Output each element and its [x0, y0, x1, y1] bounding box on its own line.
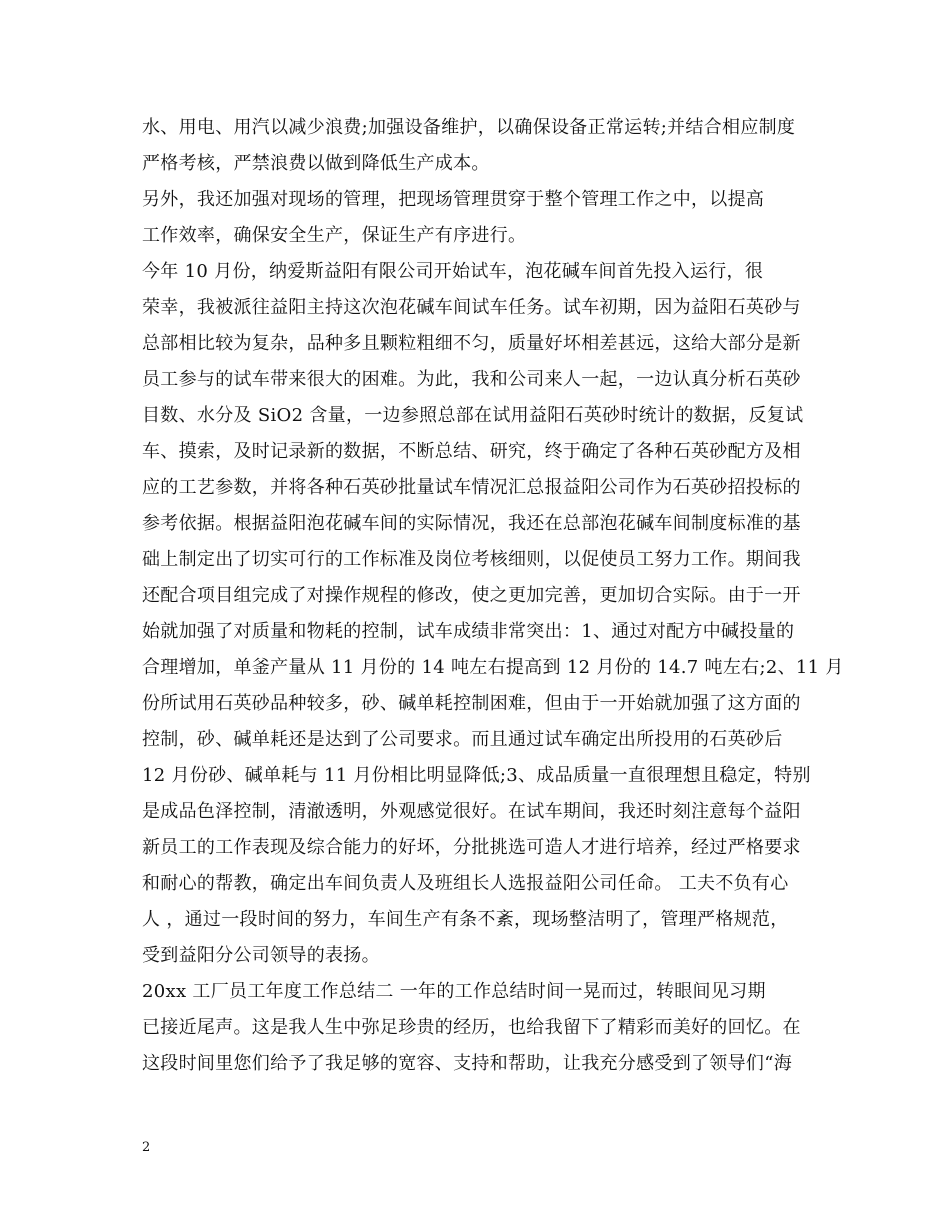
text-line: 已接近尾声。这是我人生中弥足珍贵的经历，也给我留下了精彩而美好的回忆。在: [142, 1017, 801, 1038]
text-line: 今年 10 月份，纳爱斯益阳有限公司开始试车，泡花碱车间首先投入运行，很: [142, 261, 764, 282]
text-line: 总部相比较为复杂，品种多且颗粒粗细不匀，质量好坏相差甚远，这给大部分是新: [142, 333, 801, 354]
text-line: 工作效率，确保安全生产，保证生产有序进行。: [142, 225, 527, 246]
text-line: 这段时间里您们给予了我足够的宽容、支持和帮助，让我充分感受到了领导们“海: [142, 1053, 792, 1074]
text-line: 目数、水分及 SiO2 含量，一边参照总部在试用益阳石英砂时统计的数据，反复试: [142, 405, 804, 426]
text-line: 严格考核，严禁浪费以做到降低生产成本。: [142, 153, 490, 174]
text-line: 和耐心的帮教，确定出车间负责人及班组长人选报益阳公司任命。 工夫不负有心: [142, 873, 789, 894]
text-line: 始就加强了对质量和物耗的控制，试车成绩非常突出：1、通过对配方中碱投量的: [142, 621, 795, 642]
text-line: 水、用电、用汽以减少浪费;加强设备维护，以确保设备正常运转;并结合相应制度: [142, 117, 796, 138]
text-line: 12 月份砂、碱单耗与 11 月份相比明显降低;3、成品质量一直很理想且稳定，特别: [142, 765, 811, 786]
text-line: 份所试用石英砂品种较多，砂、碱单耗控制困难，但由于一开始就加强了这方面的: [142, 693, 801, 714]
text-line: 还配合项目组完成了对操作规程的修改，使之更加完善，更加切合实际。由于一开: [142, 585, 801, 606]
page-number: 2: [142, 1140, 151, 1155]
text-line: 新员工的工作表现及综合能力的好坏，分批挑选可造人才进行培养，经过严格要求: [142, 837, 801, 858]
text-line: 合理增加，单釜产量从 11 月份的 14 吨左右提高到 12 月份的 14.7 吨左右;2、11 月: [142, 657, 844, 678]
section-heading-line: 20xx 工厂员工年度工作总结二 一年的工作总结时间一晃而过，转眼间见习期: [142, 981, 766, 1002]
text-line: 人 ，通过一段时间的努力，车间生产有条不紊，现场整洁明了，管理严格规范，: [142, 909, 789, 930]
text-line: 另外，我还加强对现场的管理，把现场管理贯穿于整个管理工作之中，以提高: [142, 189, 765, 210]
text-line: 车、摸索，及时记录新的数据，不断总结、研究，终于确定了各种石英砂配方及相: [142, 441, 801, 462]
text-line: 受到益阳分公司领导的表扬。: [142, 945, 380, 966]
text-line: 员工参与的试车带来很大的困难。为此，我和公司来人一起，一边认真分析石英砂: [142, 369, 801, 390]
text-line: 荣幸，我被派往益阳主持这次泡花碱车间试车任务。试车初期，因为益阳石英砂与: [142, 297, 801, 318]
text-line: 础上制定出了切实可行的工作标准及岗位考核细则，以促使员工努力工作。期间我: [142, 549, 801, 570]
text-line: 应的工艺参数，并将各种石英砂批量试车情况汇总报益阳公司作为石英砂招投标的: [142, 477, 801, 498]
text-line: 是成品色泽控制，清澈透明，外观感觉很好。在试车期间，我还时刻注意每个益阳: [142, 801, 801, 822]
text-line: 参考依据。根据益阳泡花碱车间的实际情况，我还在总部泡花碱车间制度标准的基: [142, 513, 801, 534]
text-line: 控制，砂、碱单耗还是达到了公司要求。而且通过试车确定出所投用的石英砂后: [142, 729, 783, 750]
